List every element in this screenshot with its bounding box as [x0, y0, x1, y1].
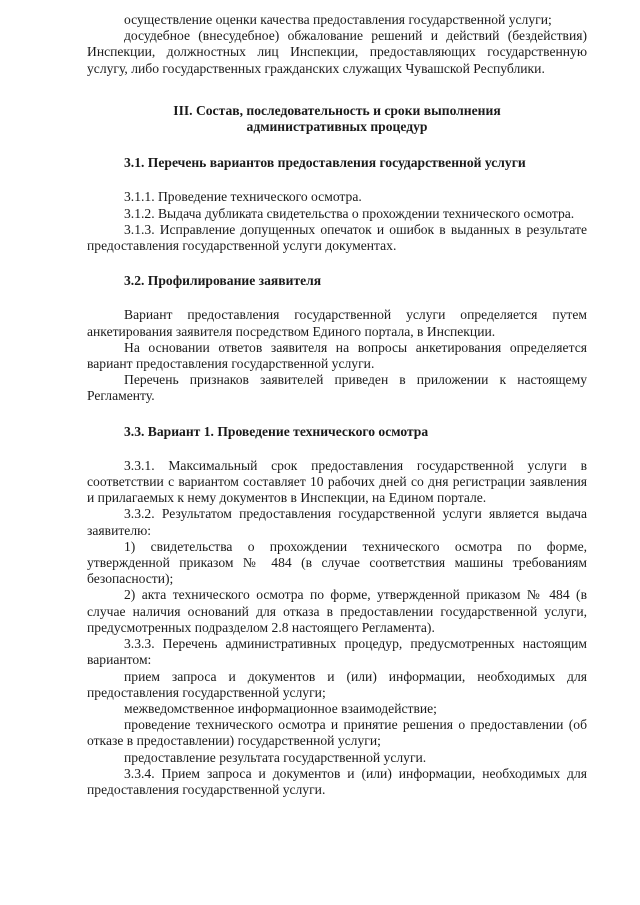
intro-line-2: досудебное (внесудебное) обжалование решений и действий (бездействия) Инспекции, должностных лиц Инспекции, предоставляющих государственную услугу, либо государственных гражданских служащих Чувашской Республики.	[87, 28, 587, 76]
paragraph-3-3-1: 3.3.1. Максимальный срок предоставления государственной услуги в соответствии с вариантом составляет 10 рабочих дней со дня регистрации заявления и прилагаемых к нему документов в Инспекции, на Едином портале.	[87, 457, 587, 506]
paragraph-3-2-b: На основании ответов заявителя на вопросы анкетирования определяется вариант предоставления государственной услуги.	[87, 339, 587, 372]
result-item-1: 1) свидетельства о прохождении технического осмотра по форме, утвержденной приказом № 484 (в случае соответствия машины требованиям безопасности);	[87, 538, 587, 587]
procedure-item-1: прием запроса и документов и (или) информации, необходимых для предоставления государственной услуги;	[87, 668, 587, 700]
document-page	[87, 12, 587, 798]
item-3-1-1: 3.1.1. Проведение технического осмотра.	[124, 189, 362, 205]
section-title-line-1: III. Состав, последовательность и сроки выполнения	[173, 102, 501, 118]
paragraph-3-3-4: 3.3.4. Прием запроса и документов и (или) информации, необходимых для предоставления государственной услуги.	[87, 765, 587, 797]
heading-3-1: 3.1. Перечень вариантов предоставления государственной услуги	[124, 155, 526, 171]
paragraph-3-2-c: Перечень признаков заявителей приведен в приложении к настоящему Регламенту.	[87, 372, 587, 404]
procedure-item-3: проведение технического осмотра и принятие решения о предоставлении (об отказе в предоставлении) государственной услуги;	[87, 717, 587, 749]
heading-3-3: 3.3. Вариант 1. Проведение технического осмотра	[124, 423, 429, 439]
procedure-item-4: предоставление результата государственной услуги.	[124, 749, 427, 765]
procedure-item-2: межведомственное информационное взаимодействие;	[124, 700, 437, 716]
heading-3-2: 3.2. Профилирование заявителя	[124, 273, 322, 289]
section-title-line-2: административных процедур	[246, 119, 428, 135]
paragraph-3-3-3: 3.3.3. Перечень административных процедур, предусмотренных настоящим вариантом:	[87, 636, 587, 668]
result-item-2: 2) акта технического осмотра по форме, утвержденной приказом № 484 (в случае наличия оснований для отказа в предоставлении государственной услуги, предусмотренных подразделом 2.8 настоящего Регламента).	[87, 587, 587, 635]
item-3-1-2: 3.1.2. Выдача дубликата свидетельства о прохождении технического осмотра.	[124, 205, 575, 221]
paragraph-3-3-2: 3.3.2. Результатом предоставления государственной услуги является выдача заявителю:	[87, 506, 587, 538]
item-3-1-3: 3.1.3. Исправление допущенных опечаток и ошибок в выданных в результате предоставления государственной услуги документах.	[87, 221, 587, 254]
intro-line-1: осуществление оценки качества предоставления государственной услуги;	[124, 12, 552, 27]
paragraph-3-2-a: Вариант предоставления государственной услуги определяется путем анкетирования заявителя посредством Единого портала, в Инспекции.	[87, 307, 587, 339]
